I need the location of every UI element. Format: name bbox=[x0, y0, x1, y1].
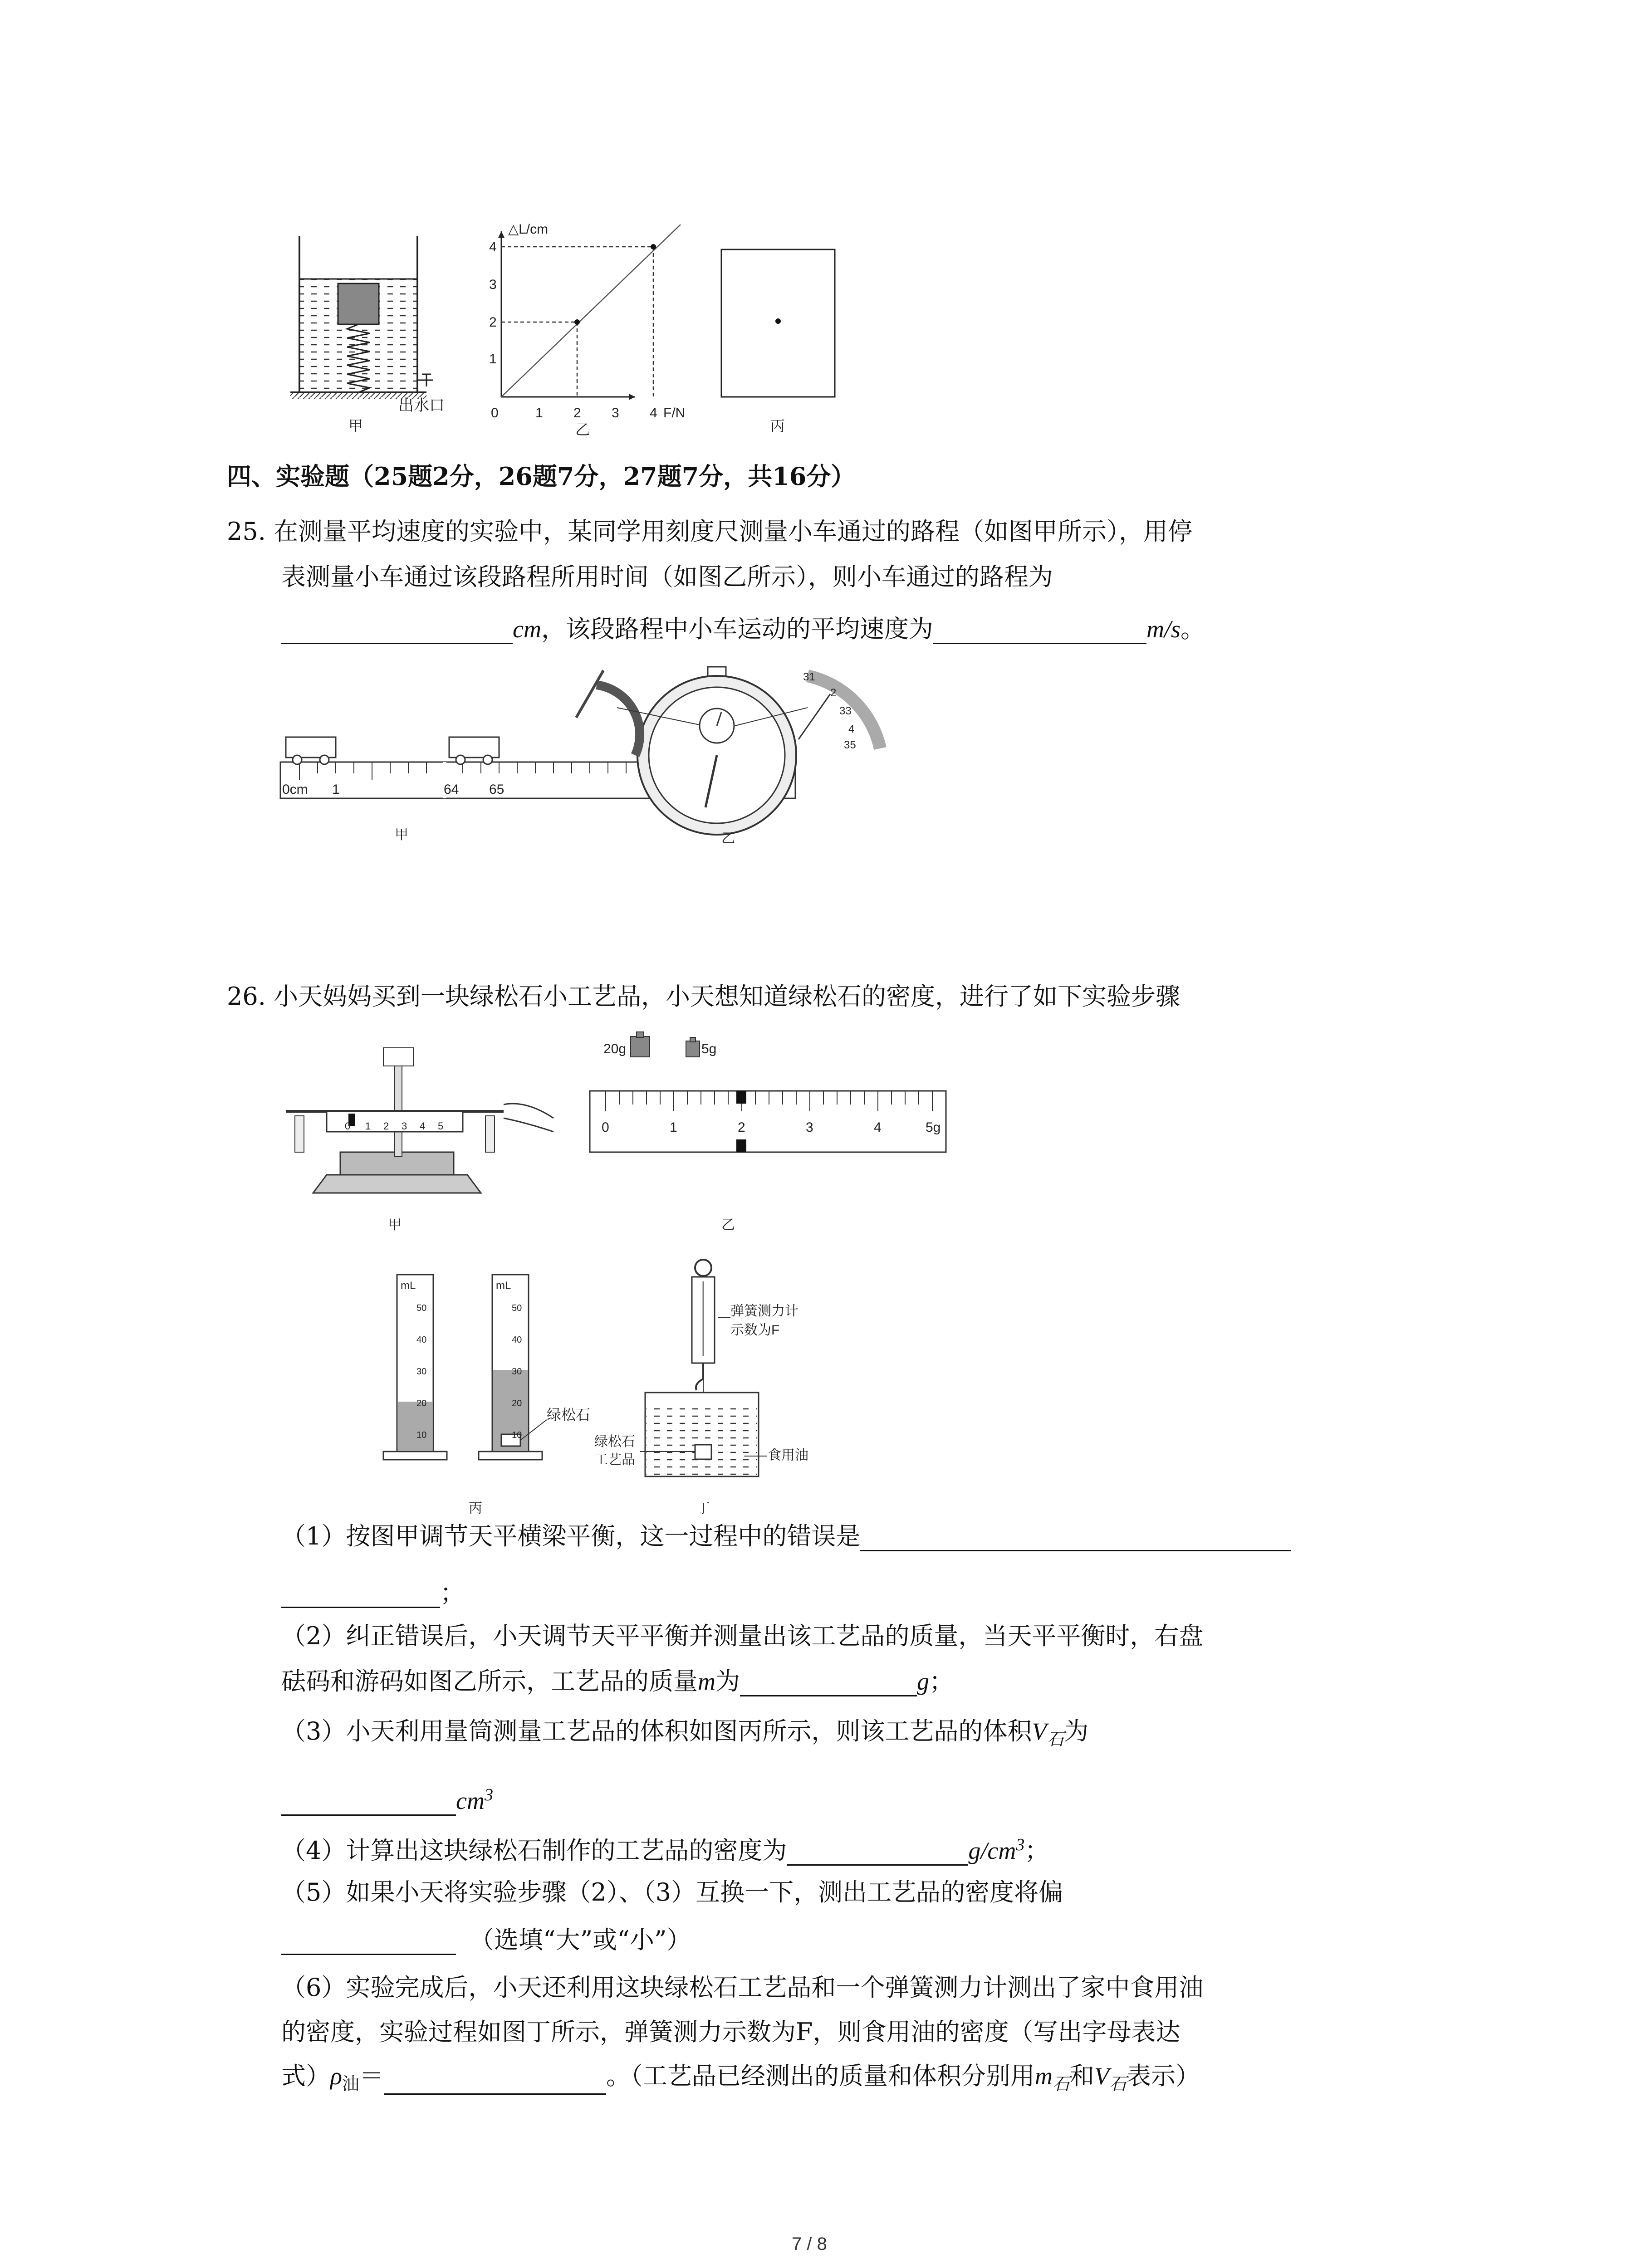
q26-p6-m-sub: 石 bbox=[1052, 2074, 1070, 2094]
weight-20g: 20g bbox=[603, 1041, 627, 1056]
q26-p3-after: 为 bbox=[1064, 1717, 1089, 1745]
q26-p4-unit: g/cm bbox=[968, 1837, 1016, 1864]
stopwatch bbox=[576, 667, 880, 835]
x-tick-4: 4 bbox=[650, 406, 657, 420]
q26-p6-and: 和 bbox=[1069, 2062, 1094, 2090]
cyl-right-50: 50 bbox=[512, 1303, 522, 1313]
q26-p5-blank[interactable] bbox=[281, 1928, 456, 1955]
q26-p1-blank[interactable] bbox=[860, 1525, 1291, 1551]
ruler-label-65: 65 bbox=[489, 782, 505, 797]
outlet-label: 出水口 bbox=[398, 397, 445, 414]
q25-speed-blank[interactable] bbox=[933, 617, 1146, 644]
graph-y-label: △L/cm bbox=[508, 222, 549, 237]
q26-p2-line2 bbox=[281, 1667, 954, 1696]
cyl-left-20: 20 bbox=[416, 1398, 427, 1408]
q26-p5-text: （选填“大”或“小”） bbox=[470, 1926, 691, 1954]
cyl-right-40: 40 bbox=[512, 1335, 522, 1345]
q25-line1: 25. 在测量平均速度的实验中，某同学用刻度尺测量小车通过的路程（如图甲所示），用停 bbox=[227, 517, 1193, 546]
q25-figure bbox=[272, 658, 907, 848]
q26-p6-m: m bbox=[1034, 2063, 1053, 2090]
ruler-label-0: 0cm bbox=[282, 782, 308, 797]
rider-scale-1: 1 bbox=[670, 1120, 677, 1135]
q26-p6-rho: ρ bbox=[330, 2063, 342, 2090]
caption-yi-q25: 乙 bbox=[721, 831, 735, 846]
balance-scale-3: 3 bbox=[402, 1120, 407, 1132]
cylinder-right bbox=[479, 1275, 547, 1460]
q26-p3-line1 bbox=[281, 1717, 1088, 1750]
cyl-right-30: 30 bbox=[512, 1367, 522, 1377]
craft-label-2: 工艺品 bbox=[594, 1452, 635, 1467]
cyl-left-10: 10 bbox=[416, 1430, 427, 1440]
balance-scale-1: 1 bbox=[365, 1120, 371, 1132]
q26-p6-blank[interactable] bbox=[384, 2068, 606, 2095]
caption-jia-top: 甲 bbox=[348, 418, 363, 434]
q25-end-text: 。 bbox=[1180, 615, 1205, 643]
q26-p6-l3-c: 表示） bbox=[1126, 2062, 1200, 2090]
x-tick-3: 3 bbox=[612, 406, 619, 420]
rider-scale-4: 4 bbox=[874, 1120, 882, 1135]
q26-p3-blank[interactable] bbox=[281, 1789, 456, 1816]
x-tick-2: 2 bbox=[573, 406, 581, 420]
q26-p3-var: V bbox=[1032, 1718, 1047, 1745]
q26-p6-line3 bbox=[281, 2062, 1200, 2095]
q26-p3-text: （3）小天利用量筒测量工艺品的体积如图丙所示，则该工艺品的体积 bbox=[281, 1717, 1032, 1745]
q26-p4-sup: 3 bbox=[1016, 1835, 1025, 1854]
graph-x-label: F/N bbox=[663, 406, 686, 420]
q26-p2-blank[interactable] bbox=[740, 1670, 917, 1696]
q26-p6-v-sub: 石 bbox=[1109, 2074, 1127, 2094]
caption-jia-q25: 甲 bbox=[395, 827, 408, 842]
spring-label-2: 示数为F bbox=[730, 1323, 780, 1338]
caption-bing-q26: 丙 bbox=[469, 1501, 482, 1516]
craft-label-1: 绿松石 bbox=[594, 1434, 635, 1449]
cyl-left-50: 50 bbox=[416, 1303, 427, 1313]
graph-origin: 0 bbox=[491, 406, 499, 420]
caption-yi-top: 乙 bbox=[575, 421, 590, 438]
q25-line2: 表测量小车通过该段路程所用时间（如图乙所示），则小车通过的路程为 bbox=[281, 562, 1053, 591]
q26-p6-l3-a: 式） bbox=[281, 2062, 330, 2090]
q26-p2-end: ； bbox=[929, 1667, 954, 1696]
sec-label-31: 31 bbox=[803, 671, 815, 683]
balance-scale-4: 4 bbox=[420, 1120, 426, 1132]
q26-p4 bbox=[281, 1835, 1049, 1866]
cylinder-left bbox=[383, 1275, 447, 1460]
caption-bing-top: 丙 bbox=[770, 418, 785, 434]
q26-p2-text: 砝码和游码如图乙所示，工艺品的质量 bbox=[281, 1667, 698, 1696]
rider-scale-2: 2 bbox=[738, 1120, 745, 1135]
q26-p6-l3-b: 。（工艺品已经测出的质量和体积分别用 bbox=[606, 2062, 1035, 2090]
q26-p1 bbox=[281, 1522, 1291, 1551]
spring-balance-setup bbox=[640, 1260, 767, 1476]
balance-scale-5: 5 bbox=[438, 1120, 444, 1132]
sec-label-33: 33 bbox=[839, 705, 852, 717]
q26-p6-v: V bbox=[1094, 2063, 1109, 2090]
q26-p3-unit: cm bbox=[456, 1787, 485, 1814]
y-tick-1: 1 bbox=[489, 352, 497, 367]
caption-ding-q26: 丁 bbox=[696, 1501, 710, 1516]
q26-p1-end: ； bbox=[440, 1579, 465, 1607]
q26-p3-line2 bbox=[281, 1785, 493, 1816]
q26-p4-blank[interactable] bbox=[787, 1839, 968, 1866]
q26-p3-sub: 石 bbox=[1047, 1730, 1064, 1749]
balance-scale-0: 0 bbox=[345, 1120, 351, 1132]
q26-p6-line1: （6）实验完成后，小天还利用这块绿松石工艺品和一个弹簧测力计测出了家中食用油 bbox=[281, 1973, 1204, 2002]
cyl-left-unit: mL bbox=[401, 1280, 416, 1292]
q26-p4-text: （4）计算出这块绿松石制作的工艺品的密度为 bbox=[281, 1836, 787, 1865]
q26-p6-line2: 的密度，实验过程如图丁所示，弹簧测力示数为F，则食用油的密度（写出字母表达 bbox=[281, 2018, 1181, 2046]
rider-scale-5g: 5g bbox=[926, 1120, 941, 1135]
cyl-left-30: 30 bbox=[416, 1367, 427, 1377]
q25-line3 bbox=[281, 615, 1205, 644]
spring-graph bbox=[489, 222, 685, 420]
y-tick-3: 3 bbox=[489, 277, 497, 292]
q26-intro: 26. 小天妈妈买到一块绿松石小工艺品，小天想知道绿松石的密度，进行了如下实验步骤 bbox=[227, 982, 1181, 1011]
q26-p4-end: ； bbox=[1024, 1836, 1049, 1865]
stone-label: 绿松石 bbox=[547, 1407, 591, 1423]
q26-p1-blank-cont[interactable] bbox=[281, 1581, 440, 1608]
q26-p1-text: （1）按图甲调节天平横梁平衡，这一过程中的错误是 bbox=[281, 1522, 861, 1550]
q26-p1-line2 bbox=[281, 1579, 465, 1608]
cyl-right-10: 10 bbox=[512, 1430, 522, 1440]
page-number: 7 / 8 bbox=[792, 2234, 827, 2254]
q26-figure bbox=[272, 1021, 962, 1533]
rider-scale-0: 0 bbox=[602, 1120, 609, 1135]
weights-and-rider bbox=[590, 1032, 946, 1152]
cyl-right-unit: mL bbox=[496, 1280, 511, 1292]
q25-distance-blank[interactable] bbox=[281, 617, 513, 644]
rider-scale-3: 3 bbox=[806, 1120, 813, 1135]
q26-p6-rho-sub: 油 bbox=[342, 2073, 359, 2094]
caption-jia-q26: 甲 bbox=[388, 1217, 402, 1232]
q25-unit-cm: cm bbox=[513, 616, 541, 643]
q26-p2-line1: （2）纠正错误后，小天调节天平平衡并测量出该工艺品的质量，当天平平衡时，右盘 bbox=[281, 1622, 1204, 1650]
section-heading: 四、实验题（25题2分，26题7分，27题7分，共16分） bbox=[227, 462, 856, 491]
oil-label: 食用油 bbox=[768, 1448, 808, 1463]
q25-unit-ms: m/s bbox=[1146, 616, 1181, 643]
top-figure bbox=[272, 218, 871, 445]
q26-p6-eq: ＝ bbox=[359, 2062, 384, 2090]
container-diagram bbox=[290, 236, 433, 399]
caption-yi-q26: 乙 bbox=[721, 1217, 735, 1232]
balance-scale-2: 2 bbox=[383, 1120, 389, 1132]
q25-mid-text: ，该段路程中小车运动的平均速度为 bbox=[541, 615, 933, 643]
y-tick-2: 2 bbox=[489, 315, 497, 330]
cyl-right-20: 20 bbox=[512, 1398, 522, 1408]
q26-p2-unit: g bbox=[917, 1668, 929, 1695]
q26-p2-var: m bbox=[698, 1668, 715, 1695]
x-tick-1: 1 bbox=[535, 406, 543, 420]
sec-label-4: 4 bbox=[848, 723, 855, 735]
spring-label-1: 弹簧测力计 bbox=[730, 1304, 798, 1319]
q26-p5-line2 bbox=[281, 1926, 691, 1955]
q26-p5-line1: （5）如果小天将实验步骤（2）、（3）互换一下，测出工艺品的密度将偏 bbox=[281, 1878, 1063, 1906]
box-diagram bbox=[721, 249, 835, 397]
cyl-left-40: 40 bbox=[416, 1335, 427, 1345]
sec-label-35: 35 bbox=[844, 739, 856, 751]
sec-label-2: 2 bbox=[830, 687, 837, 699]
ruler-label-64: 64 bbox=[444, 782, 459, 797]
balance bbox=[286, 1048, 554, 1193]
q26-p2-mid: 为 bbox=[715, 1667, 740, 1696]
weight-5g: 5g bbox=[701, 1041, 717, 1056]
q26-p3-sup: 3 bbox=[484, 1785, 493, 1804]
y-tick-4: 4 bbox=[489, 240, 497, 254]
ruler-label-1: 1 bbox=[332, 782, 340, 797]
